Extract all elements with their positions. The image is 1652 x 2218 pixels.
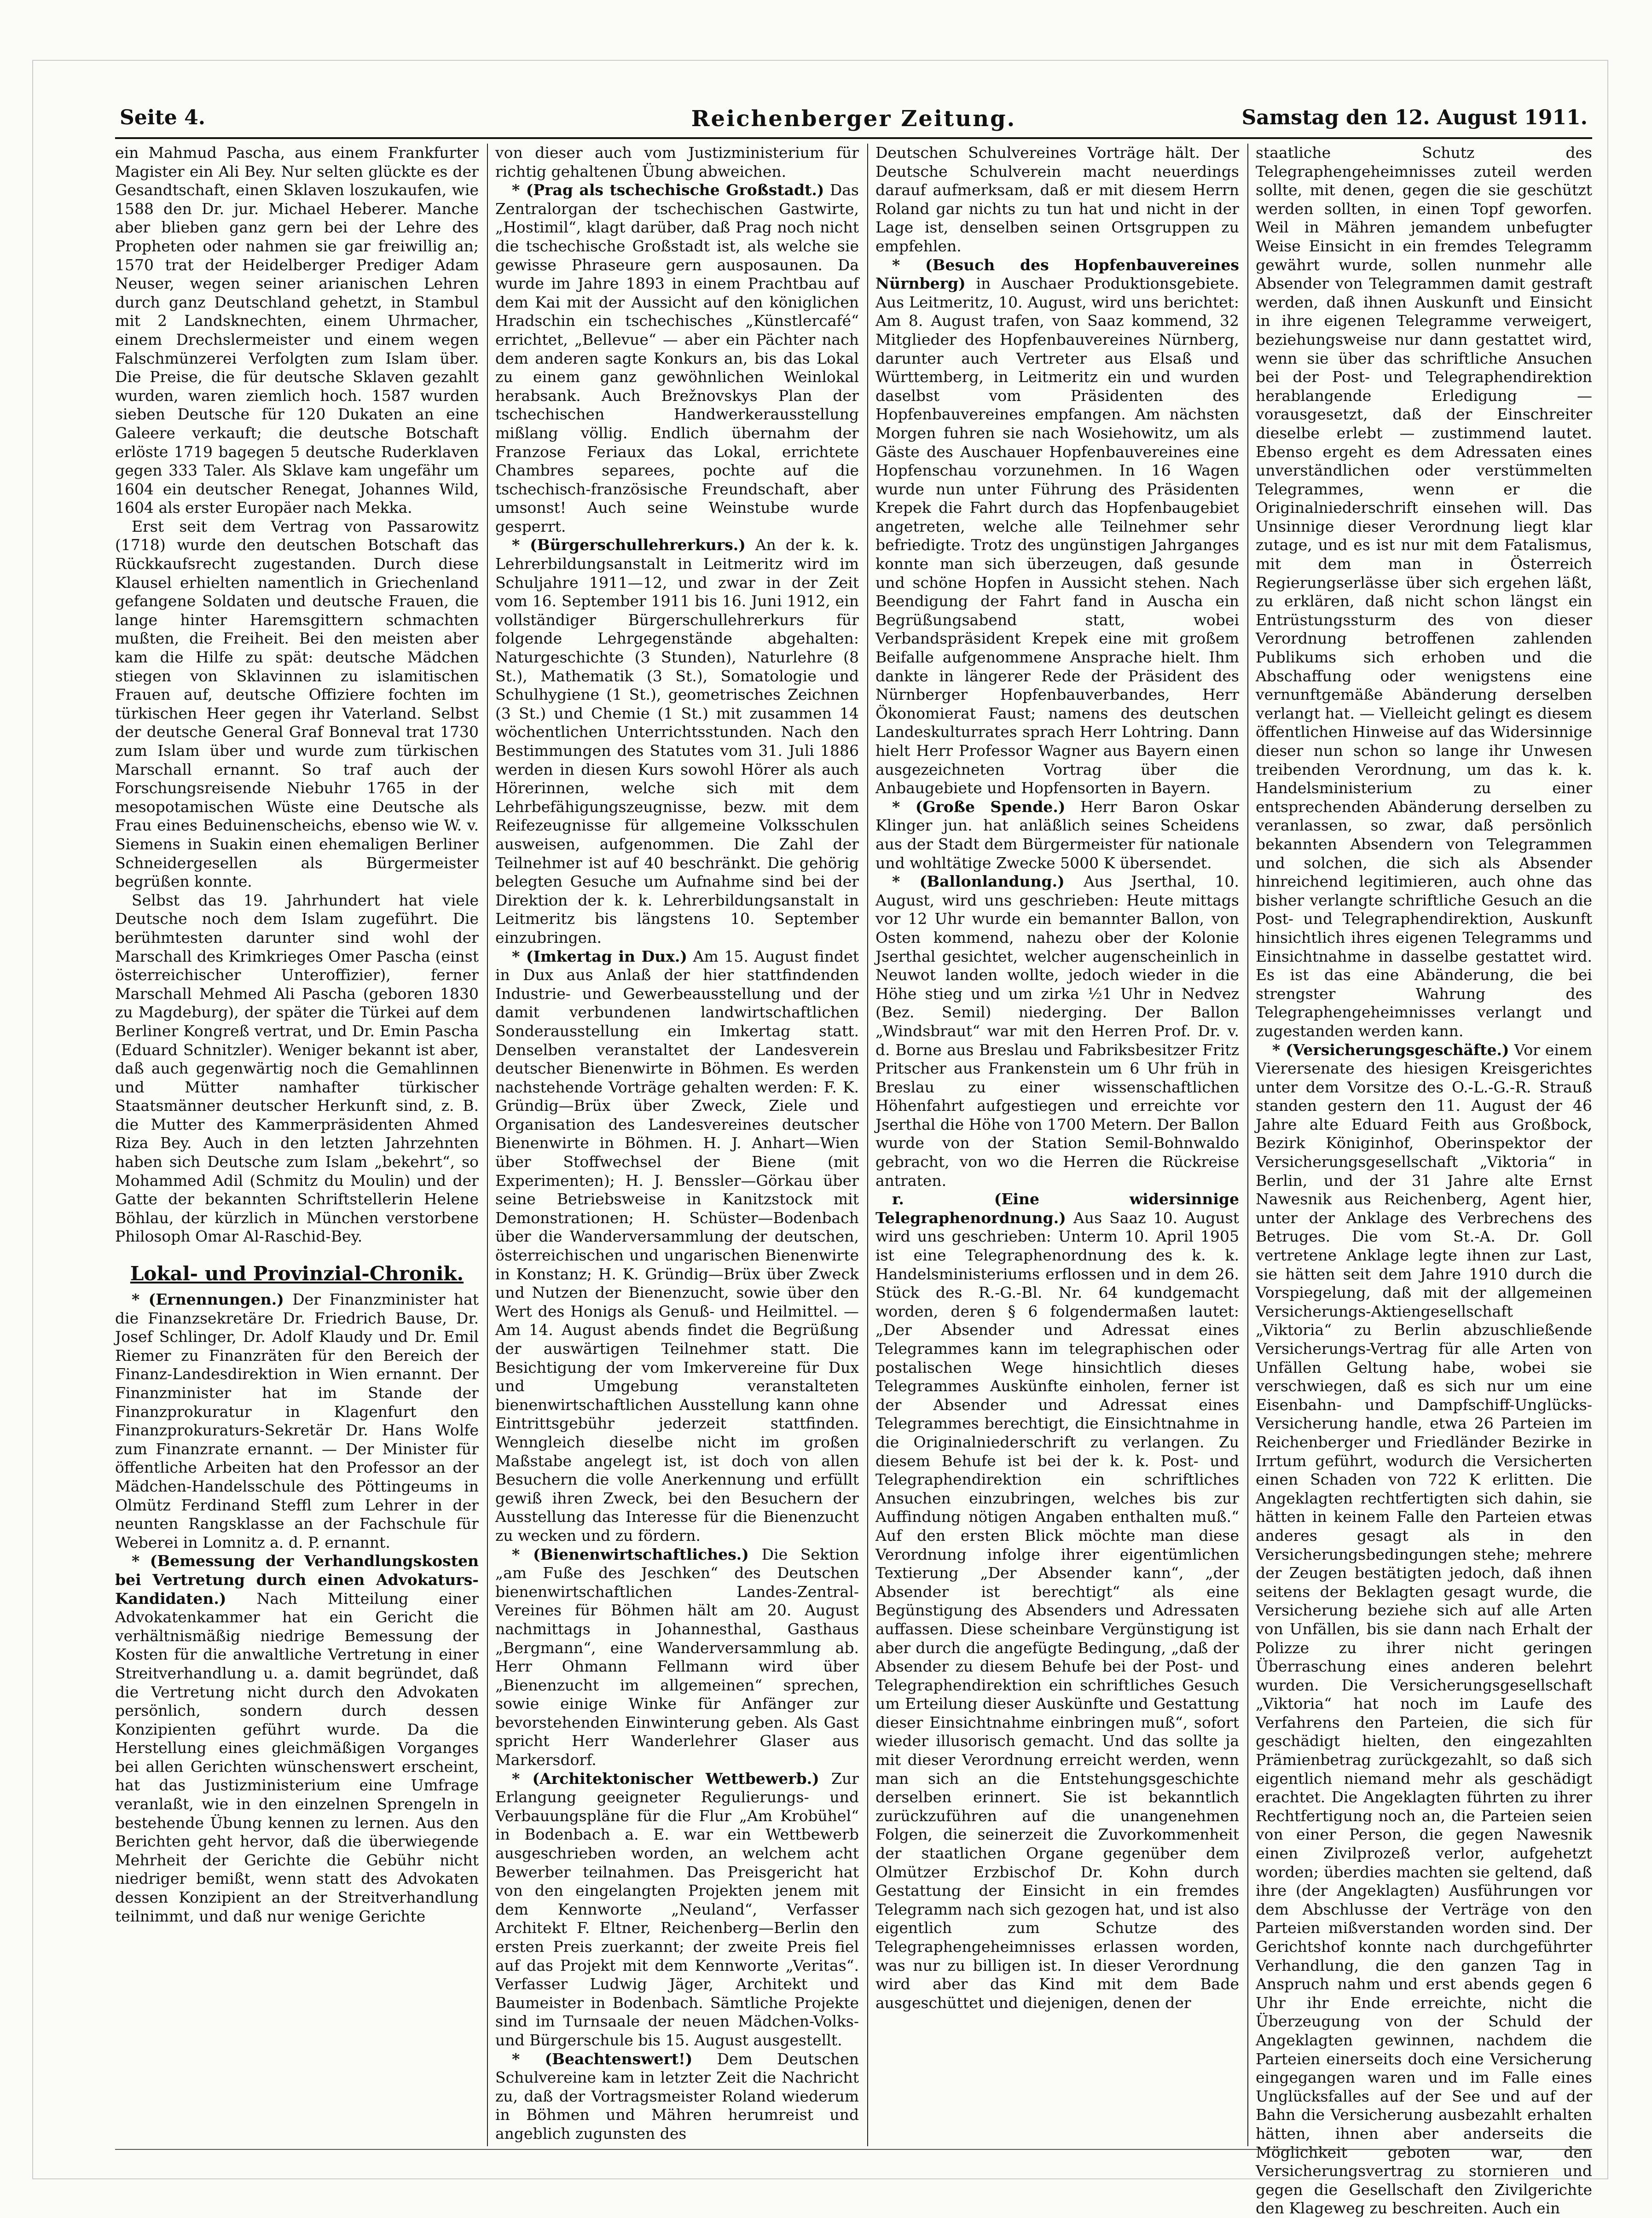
- page-number: Seite 4.: [120, 106, 206, 129]
- news-item: [1256, 1041, 1592, 2218]
- news-item: [875, 798, 1239, 872]
- page-header: [120, 106, 1588, 138]
- item-heading: * (Bürgerschullehrerkurs.): [512, 536, 746, 554]
- column-1: [115, 144, 479, 2146]
- item-body: Der Finanzminister hat die Finanzsekretäre Dr. Friedrich Bause, Dr. Josef Schlinger, Dr. Adolf Klaudy und Dr. Emil Riemer zu Finanzräten für den Bereich der Finanz-Landesdirektion in Wien ernannt. Der Finanzminister hat im Stande der Finanzprokuratur in Klagenfurt den Finanzprokuraturs-Sekretär Dr. Hans Wolfe zum Finanzrate ernannt. — Der Minister für öffentliche Arbeiten hat den Professor an der Mädchen-Handelsschule des Pöttingeums in Olmütz Ferdinand Steffl zum Lehrer in der neunten Rangsklasse an der Fachschule für Weberei in Lomnitz a. d. P. ernannt.: [115, 1290, 479, 1551]
- item-heading: * (Imkertag in Dux.): [512, 947, 687, 965]
- item-heading: * (Ballonlandung.): [892, 872, 1065, 891]
- item-body: Aus Saaz 10. August wird uns geschrieben: Unterm 10. April 1905 ist eine Telegraphenordnung des k. k. Handelsministeriums erflossen und in dem 26. Stück des R.-G.-Bl. Nr. 64 kundgemacht worden, deren § 6 folgendermaßen lautet: „Der Absender und Adressat eines Telegrammes kann im telegraphischen oder postalischen Wege hinsichtlich dieses Telegrammes Auskünfte einholen, ferner ist der Absender und Adressat eines Telegrammes berechtigt, die Einsichtnahme in die Originalniederschrift zu verlangen. Zu diesem Behufe ist bei der k. k. Post- und Telegraphendirektion ein schriftliches Ansuchen einzubringen, welches bis zur Auffindung nötigen Angaben enthalten muß.“ Auf den ersten Blick möchte man diese Verordnung infolge ihrer eigentümlichen Textierung „Der Absender kann“, „der Absender ist berechtigt“ als eine Begünstigung des Absenders und Adressaten auffassen. Diese scheinbare Vergünstigung ist aber durch die angefügte Bedingung, „daß der Absender zu diesem Behufe bei der Post- und Telegraphendirektion ein schriftliches Gesuch um Erteilung dieser Auskünfte und Gestattung dieser Einsichtnahme einbringen muß“, sofort wieder illusorisch gemacht. Und das sollte ja mit dieser Verordnung erreicht werden, wenn man sich an die Entstehungsgeschichte derselben erinnert. Sie ist bekanntlich zurückzuführen auf die unangenehmen Folgen, die seinerzeit die Zuvorkommenheit der staatlichen Organe gegenüber dem Olmützer Erzbischof Dr. Kohn durch Gestattung der Einsicht in ein fremdes Telegramm nach sich gezogen hat, und ist also eigentlich zum Schutze des Telegraphengeheimnisses erlassen worden, was nur zu billigen ist. In dieser Verordnung wird aber das Kind mit dem Bade ausgeschüttet und diejenigen, denen der: [875, 1208, 1239, 2012]
- item-body: Am 15. August findet in Dux aus Anlaß der hier stattfindenden Industrie- und Gewerbeausstellung und der damit verbundenen landwirtschaftlichen Sonderausstellung ein Imkertag statt. Denselben veranstaltet der Landesverein deutscher Bienenwirte in Böhmen. Es werden nachstehende Vorträge gehalten werden: F. K. Gründig—Brüx über Zweck, Ziele und Organisation des Landesvereines deutscher Bienenwirte in Böhmen. H. J. Anhart—Wien über Stoffwechsel der Biene (mit Experimenten); H. J. Benssler—Görkau über seine Betriebsweise in Kanitzstock mit Demonstrationen; H. Schüster—Bodenbach über die Wanderversammlung der deutschen, österreichischen und ungarischen Bienenwirte in Konstanz; H. K. Gründig—Brüx über Zweck und Nutzen der Bienenzucht, sowie über den Wert des Honigs als Genuß- und Heilmittel. — Am 14. August abends findet die Begrüßung der auswärtigen Teilnehmer statt. Die Besichtigung der vom Imkervereine für Dux und Umgebung veranstalteten bienenwirtschaftlichen Ausstellung kann ohne Eintrittsgebühr jederzeit stattfinden. Wenngleich dieselbe nicht im großen Maßstabe angelegt ist, ist doch von allen Besuchern die volle Anerkennung und erfüllt gewiß ihren Zweck, bei den Besuchern der Ausstellung das Interesse für die Bienenzucht zu wecken und zu fördern.: [495, 947, 859, 1544]
- paragraph: Erst seit dem Vertrag von Passarowitz (1718) wurde den deutschen Botschaft das Rückkaufsrecht zugestanden. Durch diese Klausel erhielten namentlich in Griechenland gefangene Soldaten und deutsche Frauen, die lange hinter Haremsgittern schmachten mußten, die Freiheit. Bei den meisten aber kam die Hilfe zu spät: deutsche Mädchen stiegen von Sklavinnen zu islamitischen Frauen auf, deutsche Offiziere fochten im türkischen Heer gegen ihr Vaterland. Selbst der deutsche General Graf Bonneval trat 1730 zum Islam über und wurde zum türkischen Marschall ernannt. So traf auch der Forschungsreisende Niebuhr 1765 in der mesopotamischen Wüste eine Deutsche als Frau eines Beduinenscheichs, ebenso wie W. v. Siemens in Suakin einen ehemaligen Berliner Schneidergesellen als Bürgermeister begrüßen konnte.: [115, 517, 479, 891]
- item-heading: * (Bemessung der Verhandlungskosten bei Vertretung durch einen Advokaturs-Kandidaten.): [115, 1552, 479, 1608]
- columns: [115, 144, 1592, 2218]
- footer-rule: [115, 2149, 1592, 2150]
- item-body: Aus Jserthal, 10. August, wird uns geschrieben: Heute mittags vor 12 Uhr wurde ein bemannter Ballon, von Osten kommend, nahezu ober der Kolonie Jserthal gesichtet, welcher augenscheinlich in Neuwot landen wollte, jedoch wieder in die Höhe stieg und um zirka ½1 Uhr in Nedvez (Bez. Semil) niederging. Der Ballon „Windsbraut“ war mit den Herren Prof. Dr. v. d. Borne aus Breslau und Fabriksbesitzer Fritz Pritscher aus Frankenstein um 6 Uhr früh in Breslau zu einer wissenschaftlichen Höhenfahrt aufgestiegen und erreichte vor Jserthal die Höhe von 1700 Metern. Der Ballon wurde von der Station Semil-Bohnwaldo gebracht, von wo die Herren die Rückreise antraten.: [875, 872, 1240, 1190]
- news-item: [495, 536, 859, 947]
- news-item: [495, 1545, 859, 1770]
- news-item: [495, 1770, 859, 2050]
- column-divider: [867, 144, 868, 2146]
- header-rule: [115, 137, 1592, 139]
- news-item: [495, 181, 859, 536]
- paragraph: Deutschen Schulvereines Vorträge hält. Der Deutsche Schulverein macht neuerdings darauf aufmerksam, daß er mit diesem Herrn Roland gar nichts zu tun hat und nicht in der Lage ist, denselben seinen Ortsgruppen zu empfehlen.: [875, 144, 1239, 255]
- item-heading: * (Große Spende.): [892, 797, 1066, 816]
- item-body: Das Zentralorgan der tschechischen Gastwirte, „Hostimil“, klagt darüber, daß Prag noch nicht die tschechische Großstadt ist, als welche sie gewisse Phraseure gern ausposaunen. Da wurde im Jahre 1893 in einem Prachtbau auf dem Kai mit der Aussicht auf den königlichen Hradschin ein tschechisches „Künstlercafé“ errichtet, „Bellevue“ — aber ein Pächter nach dem anderen sagte Konkurs an, bis das Lokal zu einem ganz gewöhnlichen Weinlokal herabsank. Auch Brežnovskys Plan der tschechischen Handwerkerausstellung mißlang völlig. Endlich übernahm der Franzose Feriaux das Lokal, errichtete Chambres separees, pochte auf die tschechisch-französische Freundschaft, aber umsonst! Auch seine Weinstube wurde gesperrt.: [495, 181, 859, 535]
- news-item: [875, 872, 1239, 1190]
- item-heading: r. (Eine widersinnige Telegraphenordnung.): [875, 1190, 1239, 1227]
- paragraph: von dieser auch vom Justizministerium für richtig gehaltenen Übung abweichen.: [495, 144, 859, 180]
- paragraph: Selbst das 19. Jahrhundert hat viele Deutsche noch dem Islam zugeführt. Die berühmtesten darunter sind wohl der Marschall des Krimkrieges Omer Pascha (einst österreichischer Unteroffizier), ferner Marschall Mehmed Ali Pascha (geboren 1830 zu Magdeburg), der später die Türkei auf dem Berliner Kongreß vertrat, und Dr. Emin Pascha (Eduard Schnitzler). Weniger bekannt ist aber, daß auch gegenwärtig noch die Gemahlinnen und Mütter namhafter türkischer Staatsmänner deutscher Herkunft sind, z. B. die Mutter des Kammerpräsidenten Ahmed Riza Bey. Auch in den letzten Jahrzehnten haben sich Deutsche zum Islam „bekehrt“, so Mohammed Adil (Schmitz du Moulin) und der Gatte der bekannten Schriftstellerin Helene Böhlau, der kürzlich in München verstorbene Philosoph Omar Al-Raschid-Bey.: [115, 891, 479, 1246]
- column-divider: [487, 144, 488, 2146]
- column-2: [495, 144, 859, 2146]
- item-heading: * (Prag als tschechische Großstadt.): [512, 181, 824, 199]
- section-title: Lokal- und Provinzial-Chronik.: [130, 1262, 464, 1285]
- item-body: Herr Baron Oskar Klinger jun. hat anläßlich seines Scheidens aus der Stadt dem Bürgermeister für nationale und wohltätige Zwecke 5000 K übersendet.: [875, 797, 1239, 872]
- paragraph: staatliche Schutz des Telegraphengeheimnisses zuteil werden sollte, mit denen, gegen die sie geschützt werden sollten, in einen Topf geworfen. Weil in Mähren jemandem unbefugter Weise Einsicht in ein fremdes Telegramm gewährt wurde, sollen nunmehr alle Absender von Telegrammen damit gestraft werden, daß ihnen Auskunft und Einsicht in ihre eigenen Telegramme verweigert, beziehungsweise nur dann gestattet wird, wenn sie über das schriftliche Ansuchen bei der Post- und Telegraphendirektion herablangende Erledigung — vorausgesetzt, daß der Einschreiter dieselbe erlebt — zustimmend lautet. Ebenso ergeht es dem Adressaten eines unverständlichen oder verstümmelten Telegrammes, wenn er die Originalniederschrift einsehen will. Das Unsinnige dieser Verordnung liegt klar zutage, und es ist nur mit dem Fatalismus, mit dem man in Österreich Regierungserlässe über sich ergehen läßt, zu erklären, daß nicht schon längst ein Entrüstungssturm des von dieser Verordnung betroffenen zahlenden Publikums sich erhoben und die Abschaffung oder wenigstens eine vernunftgemäße Abänderung derselben verlangt hat. — Vielleicht gelingt es diesem öffentlichen Hinweise auf das Widersinnige dieser nun schon so lange ihr Unwesen treibenden Verordnung, um das k. k. Handelsministerium zu einer entsprechenden Abänderung derselben zu veranlassen, so zwar, daß persönlich bekannten Absendern von Telegrammen und solchen, die sich als Absender hinreichend legitimieren, auch ohne das bisher verlangte schriftliche Gesuch an die Post- und Telegraphendirektion, Auskunft hinsichtlich ihres eigenen Telegramms und Einsichtnahme in dasselbe gestattet wird. Es ist das eine Abänderung, die bei strengster Wahrung des Telegraphengeheimnisses verlangt und zugestanden werden kann.: [1256, 144, 1592, 1040]
- item-body: Die Sektion „am Fuße des Jeschken“ des Deutschen bienenwirtschaftlichen Landes-Zentral-Vereines für Böhmen hält am 20. August nachmittags in Johannesthal, Gasthaus „Bergmann“, eine Wanderversammlung ab. Herr Ohmann Fellmann wird über „Bienenzucht im allgemeinen“ sprechen, sowie einige Winke für Anfänger zur bevorstehenden Einwinterung geben. Als Gast spricht Herr Wanderlehrer Glaser aus Markersdorf.: [495, 1545, 859, 1769]
- news-item: [495, 947, 859, 1545]
- item-heading: * (Architektonischer Wettbewerb.): [512, 1769, 819, 1788]
- item-body: in Auschaer Produktionsgebiete. Aus Leitmeritz, 10. August, wird uns berichtet: Am 8. August trafen, von Saaz kommend, 32 Mitglieder des Hopfenbauvereines Nürnberg, darunter auch Vertreter aus Elsaß und Württemberg, in Leitmeritz ein und wurden daselbst vom Präsidenten des Hopfenbauvereines empfangen. Am nächsten Morgen fuhren sie nach Wosiehowitz, um als Gäste des Auschauer Hopfenbauvereines eine Hopfenschau vorzunehmen. In 16 Wagen wurde nun unter Führung des Präsidenten Krepek die Fahrt durch das Hopfenbaugebiet angetreten, welche alle Teilnehmer sehr befriedigte. Trotz des ungünstigen Jahrganges konnte man sich überzeugen, daß gesunde und schöne Hopfen in Aussicht stehen. Nach Beendigung der Fahrt fand in Auscha ein Begrüßungsabend statt, wobei Verbandspräsident Krepek eine mit großem Beifalle aufgenommene Ansprache hielt. Ihm dankte in längerer Rede der Präsident des Nürnberger Hopfenbauverbandes, Herr Ökonomierat Faust; namens des deutschen Landeskulturrates sprach Herr Lohtring. Dann hielt Herr Professor Wagner aus Bayern einen ausgezeichneten Vortrag über die Anbaugebiete und Hopfensorten in Bayern.: [875, 274, 1239, 797]
- paragraph: ein Mahmud Pascha, aus einem Frankfurter Magister ein Ali Bey. Nur selten glückte es der Gesandtschaft, einen Sklaven loszukaufen, wie 1588 den Dr. jur. Michael Heberer. Manche aber blieben ganz gern bei der Lehre des Propheten oder nahmen sie gar freiwillig an; 1570 trat der Heidelberger Prediger Adam Neuser, wegen seiner arianischen Lehren durch ganz Deutschland gehetzt, in Stambul mit 2 Landsknechten, einem Uhrmacher, einem Drechslermeister und einem wegen Falschmünzerei Verfolgten zum Islam über. Die Preise, die für deutsche Sklaven gezahlt wurden, waren ziemlich hoch. 1587 wurden sieben Deutsche für 120 Dukaten an eine Galeere verkauft; die deutsche Botschaft erlöste 1719 bagegen 5 deutsche Ruderklaven gegen 333 Taler. Als Sklave kam ungefähr um 1604 ein deutscher Renegat, Johannes Wild, 1604 als erster Europäer nach Mekka.: [115, 144, 479, 517]
- news-item: [115, 1552, 479, 1926]
- news-item: [495, 2050, 859, 2143]
- news-item: [115, 1290, 479, 1552]
- item-heading: * (Beachtenswert!): [512, 2050, 693, 2068]
- item-body: Dem Deutschen Schulvereine kam in letzter Zeit die Nachricht zu, daß der Vortragsmeister Roland wiederum in Böhmen und Mähren herumreist und angeblich zugunsten des: [495, 2050, 859, 2143]
- item-heading: * (Ernennungen.): [132, 1290, 284, 1309]
- column-3: [875, 144, 1239, 2146]
- item-body: Vor einem Vierersenate des hiesigen Kreisgerichtes unter dem Vorsitze des O.-L.-G.-R. Strauß standen gestern den 11. August der 46 Jahre alte Eduard Feith aus Großbock, Bezirk Königinhof, Oberinspektor der Versicherungsgesellschaft „Viktoria“ in Berlin, und der 31 Jahre alte Ernst Nawesnik aus Reichenberg, Agent hier, unter der Anklage des Verbrechens des Betruges. Die vom St.-A. Dr. Goll vertretene Anklage legte ihnen zur Last, sie hätten seit dem Jahre 1910 durch die Vorspiegelung, daß mit der allgemeinen Versicherungs-Aktiengesellschaft „Viktoria“ zu Berlin abzuschließende Versicherungs-Vertrag für alle Arten von Unfällen Geltung habe, wobei sie verschwiegen, daß es sich nur um eine Eisenbahn- und Dampfschiff-Unglücks-Versicherung handle, etwa 26 Parteien im Reichenberger und Friedländer Bezirke in Irrtum geführt, wodurch die Versicherten einen Schaden von 722 K erlitten. Die Angeklagten rechtfertigten sich dahin, sie hätten in keinem Falle den Parteien etwas anderes gesagt als in den Versicherungsbedingungen stehe; mehrere der Zeugen bestätigten jedoch, daß ihnen seitens der Beklagten gesagt wurde, die Versicherung beziehe sich auf alle Arten von Unfällen, bis sie dann nach Erhalt der Polizze zu ihrer nicht geringen Überraschung eines anderen belehrt wurden. Die Versicherungsgesellschaft „Viktoria“ hat noch im Laufe des Verfahrens den Parteien, die sich für geschädigt hielten, den eingezahlten Prämienbetrag zurückgezahlt, so daß sich eigentlich niemand mehr als geschädigt erachtet. Die Angeklagten führten zu ihrer Rechtfertigung noch an, die Parteien seien von einer Person, die gegen Nawesnik einen Zivilprozeß verlor, aufgehetzt worden; überdies machten sie geltend, daß ihre (der Angeklagten) Ausführungen vor dem Abschlusse der Verträge von den Parteien mißverstanden worden sind. Der Gerichtshof konnte nach durchgeführter Verhandlung, die den ganzen Tag in Anspruch nahm und erst abends gegen 6 Uhr ihr Ende erreichte, nicht die Überzeugung von der Schuld der Angeklagten gewinnen, nachdem die Parteien einerseits doch eine Versicherung eingegangen waren und im Falle eines Unglücksfalles auf der See und auf der Bahn die Versicherung ausbezahlt erhalten hätten, ihnen aber anderseits die Möglichkeit geboten war, den Versicherungsvertrag zu stornieren und gegen die Gesellschaft den Zivilgerichte den Klageweg zu beschreiten. Auch ein: [1256, 1040, 1592, 2218]
- item-body: Zur Erlangung geeigneter Regulierungs- und Verbauungspläne für die Flur „Am Krobühel“ in Bodenbach a. E. war ein Wettbewerb ausgeschrieben worden, an welchem acht Bewerber teilnahmen. Das Preisgericht hat von den eingelangten Projekten jenem mit dem Kennworte „Neuland“, Verfasser Architekt F. Eltner, Reichenberg—Berlin den ersten Preis zuerkannt; der zweite Preis fiel auf das Projekt mit dem Kennworte „Veritas“. Verfasser Ludwig Jäger, Architekt und Baumeister in Bodenbach. Sämtliche Projekte sind im Turnsaale der neuen Mädchen-Volks- und Bürgerschule bis 15. August ausgestellt.: [495, 1769, 859, 2049]
- item-body: An der k. k. Lehrerbildungsanstalt in Leitmeritz wird im Schuljahre 1911—12, und zwar in der Zeit vom 16. September 1911 bis 16. Juni 1912, ein vollständiger Bürgerschullehrerkurs für folgende Lehrgegenstände abgehalten: Naturgeschichte (3 Stunden), Naturlehre (8 St.), Mathematik (3 St.), Somatologie und Schulhygiene (1 St.), geometrisches Zeichnen (3 St.) und Chemie (1 St.) mit zusammen 14 wöchentlichen Unterrichtsstunden. Nach den Bestimmungen des Statutes vom 31. Juli 1886 werden in diesen Kurs sowohl Hörer als auch Hörerinnen, welche sich mit dem Lehrbefähigungszeugnisse, bezw. mit dem Reifezeugnisse für allgemeine Volksschulen ausweisen, aufgenommen. Die Zahl der Teilnehmer ist auf 40 beschränkt. Die gehörig belegten Gesuche um Aufnahme sind bei der Direktion der k. k. Lehrerbildungsanstalt in Leitmeritz bis längstens 10. September einzubringen.: [495, 536, 859, 946]
- column-divider: [1247, 144, 1248, 2146]
- news-item: [875, 1190, 1239, 2012]
- news-item: [875, 256, 1239, 798]
- item-heading: * (Bienenwirtschaftliches.): [512, 1545, 749, 1563]
- newspaper-title: Reichenberger Zeitung.: [691, 106, 1016, 132]
- column-4: [1256, 144, 1592, 2218]
- item-heading: * (Besuch des Hopfenbauvereines Nürnberg): [875, 255, 1239, 293]
- item-body: Nach Mitteilung einer Advokatenkammer hat ein Gericht die verhältnismäßig niedrige Bemessung der Kosten für die anwaltliche Vertretung in einer Streitverhandlung u. a. damit begründet, daß die Vertretung nicht durch den Advokaten persönlich, sondern durch dessen Konzipienten geführt wurde. Da die Herstellung eines gleichmäßigen Vorganges bei allen Gerichten wünschenswert erscheint, hat das Justizministerium eine Umfrage veranlaßt, wie in den einzelnen Sprengeln in bestehende Übung kennen zu lernen. Aus den Berichten geht hervor, daß die überwiegende Mehrheit der Gerichte die Gebühr nicht niedriger bemißt, wenn statt des Advokaten dessen Konzipient an der Streitverhandlung teilnimmt, und daß nur wenige Gerichte: [115, 1589, 479, 1925]
- item-heading: * (Versicherungsgeschäfte.): [1272, 1040, 1509, 1059]
- issue-date: Samstag den 12. August 1911.: [1241, 106, 1588, 129]
